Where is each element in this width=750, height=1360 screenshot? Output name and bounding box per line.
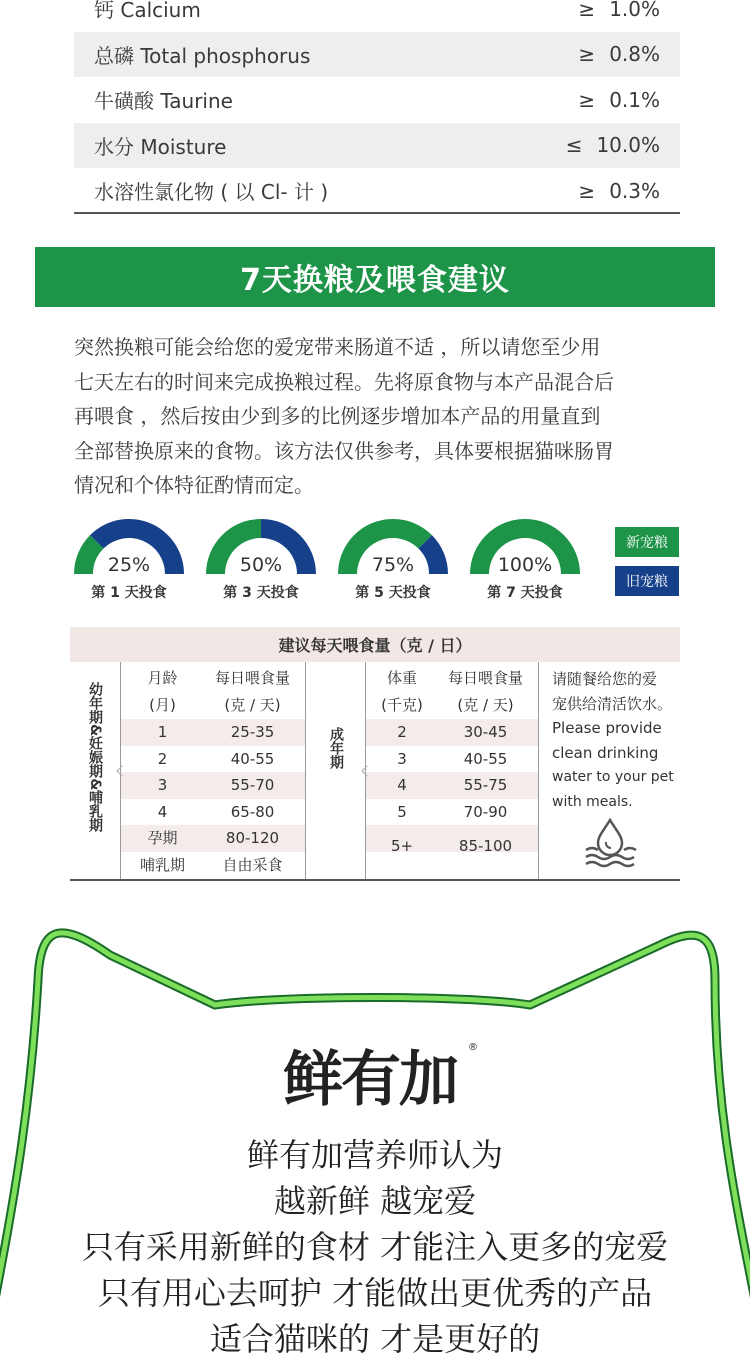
note-line: Please provide [552, 719, 662, 737]
col-header-weight: 体重 [386, 669, 417, 687]
adult-amount: 85-100 [458, 837, 513, 855]
nutrition-row-calcium [74, 0, 680, 32]
table-divider [70, 879, 680, 881]
col-header-amount-unit: (克 / 天) [457, 696, 514, 714]
nutrient-value: 1.0% [609, 0, 660, 21]
gauge-percent: 50% [239, 554, 283, 576]
column-divider [538, 662, 539, 879]
young-age: 3 [157, 776, 168, 794]
young-amount: 80-120 [225, 829, 280, 847]
legend-old-food: 旧宠粮 [615, 566, 679, 596]
nutrient-value: 0.3% [609, 178, 660, 203]
nutrient-op: ≥ [578, 0, 596, 21]
young-age: 1 [157, 723, 168, 741]
table-divider [74, 212, 680, 214]
adult-amount: 40-55 [463, 749, 508, 768]
feeding-table-title: 建议每天喂食量（克 / 日） [70, 627, 680, 662]
col-header-age-unit: (月) [149, 696, 176, 714]
adult-weight: 2 [397, 723, 407, 741]
note-line: 宠供给清活饮水。 [552, 694, 673, 713]
adult-weight: 3 [397, 749, 407, 768]
nutrient-label: 水分 Moisture [94, 134, 227, 159]
nutrition-row-moisture [74, 123, 680, 169]
water-note [552, 667, 678, 814]
col-header-amount: 每日喂食量 [214, 669, 290, 687]
slogan-line: 只有用心去呵护 才能做出更优秀的产品 [97, 1274, 653, 1312]
col-header-amount: 每日喂食量 [447, 669, 523, 687]
adult-weight: 5 [397, 802, 407, 821]
nutrient-op: ≥ [578, 178, 596, 203]
gauge-percent: 25% [107, 554, 151, 576]
column-divider [305, 662, 306, 879]
note-line: with meals. [552, 793, 633, 810]
nutrient-value: 10.0% [596, 133, 660, 158]
nutrient-label: 总磷 Total phosphorus [94, 43, 311, 68]
young-amount: 65-80 [230, 802, 275, 821]
gauge-day-7 [469, 516, 581, 601]
intro-line: 全部替换原来的食物。该方法仅供参考，具体要根据猫咪肠胃 [74, 438, 614, 463]
young-age: 2 [157, 749, 168, 768]
note-line: water to your pet [552, 769, 674, 785]
gauge-day-3 [205, 516, 317, 601]
gauge-day-label: 第 3 天投食 [223, 585, 299, 601]
nutrient-op: ≥ [578, 42, 596, 67]
section-banner [35, 247, 715, 307]
young-amount: 25-35 [230, 723, 275, 741]
gauge-day-label: 第 7 天投食 [487, 585, 563, 601]
note-line: clean drinking [552, 743, 659, 762]
adult-group-label: 成年期 [328, 727, 344, 769]
col-header-weight-unit: (千克) [381, 696, 423, 714]
gauge-day-label: 第 1 天投食 [91, 585, 167, 601]
adult-amount: 55-75 [463, 776, 508, 794]
nutrient-value: 0.8% [609, 42, 660, 67]
adult-weight: 5+ [390, 837, 414, 855]
intro-line: 再喂食 ，然后按由少到多的比例逐步增加本产品的用量直到 [74, 404, 601, 428]
adult-weight: 4 [397, 776, 407, 794]
intro-line: 情况和个体特征酌情而定。 [74, 473, 314, 497]
gauge-day-label: 第 5 天投食 [355, 585, 431, 601]
young-amount: 40-55 [230, 749, 275, 768]
nutrient-label: 牛磺酸 Taurine [94, 89, 233, 114]
nutrition-table [74, 0, 680, 214]
nutrient-op: ≥ [578, 87, 596, 112]
gauge-percent: 75% [371, 554, 415, 576]
gauge-day-5 [337, 516, 449, 601]
nutrition-row-phosphorus [74, 32, 680, 78]
banner-title: 7天换粮及喂食建议 [240, 263, 510, 298]
col-header-age: 月龄 [147, 669, 178, 687]
slogan-line: 只有采用新鲜的食材 才能注入更多的宠爱 [81, 1228, 669, 1266]
feeding-table [70, 627, 680, 881]
adult-amount: 70-90 [463, 802, 508, 821]
brand-logo: 鲜有加 [283, 1045, 457, 1115]
adult-amount: 30-45 [463, 723, 508, 741]
young-group-label: 幼年期&妊娠期&哺乳期 [87, 682, 103, 833]
nutrient-label: 水溶性氯化物 ( 以 Cl- 计 ) [94, 180, 329, 205]
legend-new-food: 新宠粮 [615, 527, 679, 557]
young-amount: 55-70 [230, 776, 275, 794]
nutrition-row-taurine [74, 77, 680, 123]
intro-line: 突然换粮可能会给您的爱宠带来肠道不适 ，所以请您至少用 [74, 335, 601, 359]
transition-gauges [73, 516, 693, 606]
young-age: 4 [157, 802, 168, 821]
slogan-line: 鲜有加营养师认为 [246, 1136, 503, 1174]
nutrition-row-chloride [74, 168, 680, 214]
gauge-percent: 100% [497, 554, 553, 576]
registered-mark: ® [468, 1042, 478, 1053]
intro-paragraph [74, 330, 684, 503]
young-age: 孕期 [147, 829, 178, 847]
gauge-day-1 [73, 516, 185, 601]
nutrient-label: 钙 Calcium [94, 0, 201, 23]
note-line: 请随餐给您的爱 [552, 670, 658, 688]
col-header-amount-unit: (克 / 天) [224, 696, 281, 714]
slogan-line: 越新鲜 越宠爱 [273, 1182, 477, 1220]
nutrient-op: ≤ [565, 133, 583, 158]
intro-line: 七天左右的时间来完成换粮过程。先将原食物与本产品混合后 [74, 369, 614, 394]
water-drop-icon [584, 816, 640, 866]
slogan-line: 适合猫咪的 才是更好的 [209, 1320, 541, 1358]
young-age: 哺乳期 [139, 855, 185, 874]
nutrient-value: 0.1% [609, 87, 660, 112]
young-amount: 自由采食 [222, 855, 283, 874]
